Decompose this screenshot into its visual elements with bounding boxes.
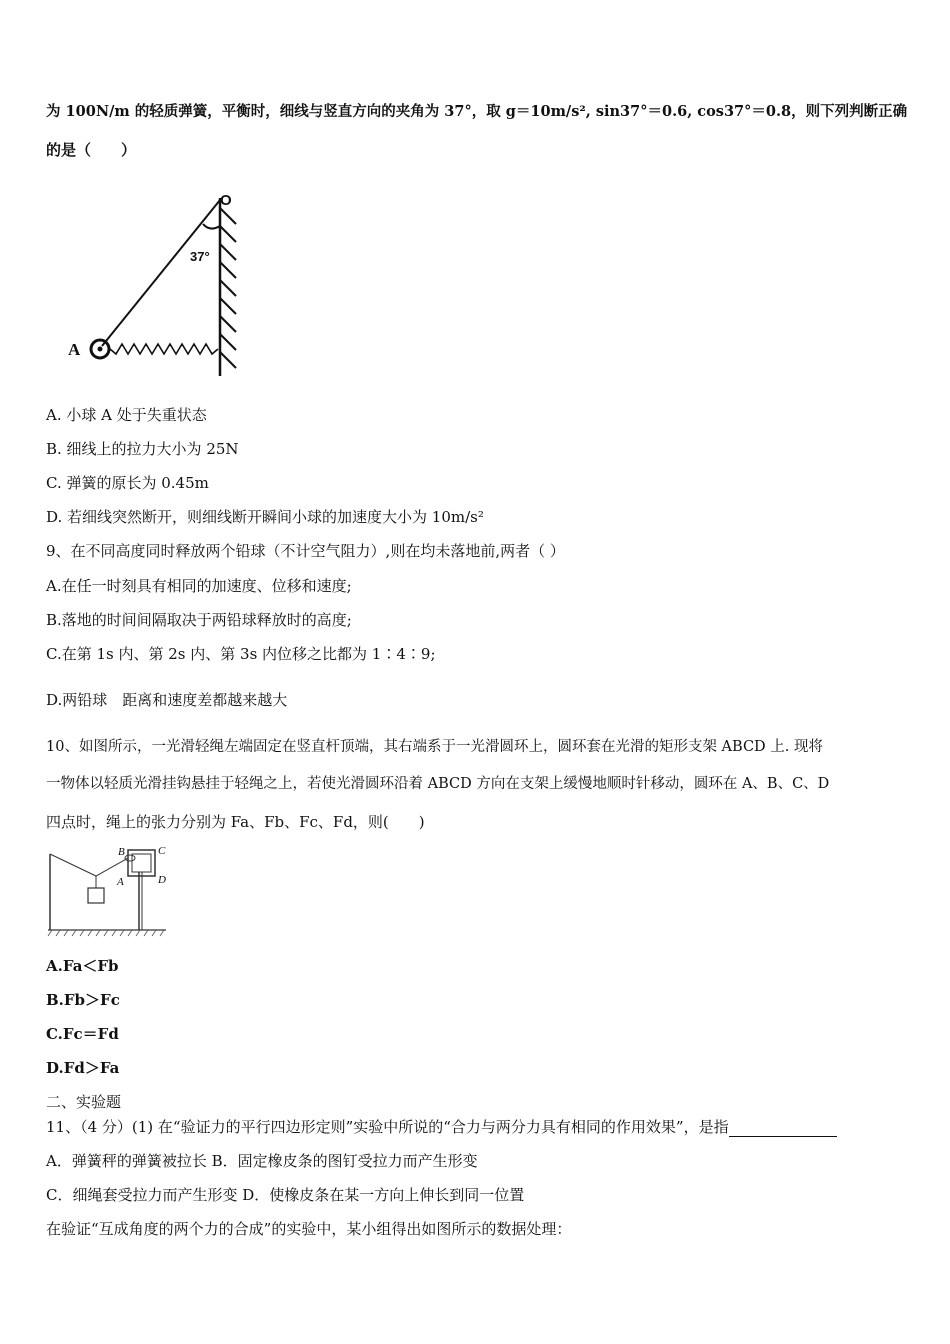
q11-options-line-1: A．弹簧秤的弹簧被拉长 B．固定橡皮条的图钉受拉力而产生形变 — [46, 1152, 478, 1170]
q11-stem: 11、（4 分）(1) 在“验证力的平行四边形定则”实验中所说的“合力与两分力具有相同的作用效果”，是指 — [46, 1118, 729, 1136]
q9-stem: 9、在不同高度同时释放两个铅球（不计空气阻力）,则在均未落地前,两者（ ） — [46, 542, 565, 560]
q10-option-b: B.Fb＞Fc — [46, 991, 120, 1009]
q10-label-a: A — [117, 876, 124, 888]
q8-label-a: A — [68, 340, 81, 359]
q10-label-d: D — [158, 874, 166, 886]
q8-option-d: D. 若细线突然断开，则细线断开瞬间小球的加速度大小为 10m/s² — [46, 508, 484, 526]
q11-followup: 在验证“互成角度的两个力的合成”的实验中，某小组得出如图所示的数据处理： — [46, 1220, 572, 1238]
q9-option-b: B.落地的时间间隔取决于两铅球释放时的高度; — [46, 611, 352, 629]
q10-option-d: D.Fd＞Fa — [46, 1059, 120, 1077]
q8-figure-ball-on-string — [60, 188, 250, 383]
q8-stem-line-1: 为 100N/m 的轻质弹簧，平衡时，细线与竖直方向的夹角为 37°，取 g＝10m/s², sin37°＝0.6, cos37°＝0.8，则下列判断正确 — [46, 103, 908, 120]
q8-label-o: O — [220, 192, 232, 209]
q10-stem-line-3: 四点时，绳上的张力分别为 Fa、Fb、Fc、Fd，则( ) — [46, 813, 425, 831]
q10-figure-frame-and-rope — [44, 842, 174, 942]
q10-stem-line-1: 10、如图所示，一光滑轻绳左端固定在竖直杆顶端，其右端系于一光滑圆环上，圆环套在光滑的矩形支架 ABCD 上. 现将 — [46, 739, 823, 755]
q10-label-c: C — [158, 845, 166, 857]
q10-label-b: B — [118, 846, 125, 858]
q11-answer-blank — [729, 1122, 837, 1137]
q11-stem-row — [46, 1117, 837, 1137]
q9-option-c: C.在第 1s 内、第 2s 内、第 3s 内位移之比都为 1∶4∶9; — [46, 645, 436, 663]
section-title: 二、实验题 — [46, 1093, 122, 1111]
q8-option-c: C. 弹簧的原长为 0.45m — [46, 474, 209, 492]
q10-option-c: C.Fc＝Fd — [46, 1025, 119, 1043]
q9-option-a: A.在任一时刻具有相同的加速度、位移和速度; — [46, 577, 352, 595]
q8-stem-line-2: 的是（ ） — [46, 141, 137, 159]
q9-option-d: D.两铅球 距离和速度差都越来越大 — [46, 691, 288, 709]
q8-angle-label: 37° — [190, 249, 210, 264]
q10-stem-line-2: 一物体以轻质光滑挂钩悬挂于轻绳之上，若使光滑圆环沿着 ABCD 方向在支架上缓慢地顺时针移动，圆环在 A、B、C、D — [46, 776, 830, 792]
q10-option-a: A.Fa＜Fb — [46, 957, 119, 975]
q8-option-b: B. 细线上的拉力大小为 25N — [46, 440, 239, 458]
q8-option-a: A. 小球 A 处于失重状态 — [46, 406, 207, 424]
q11-options-line-2: C．细绳套受拉力而产生形变 D．使橡皮条在某一方向上伸长到同一位置 — [46, 1186, 525, 1204]
